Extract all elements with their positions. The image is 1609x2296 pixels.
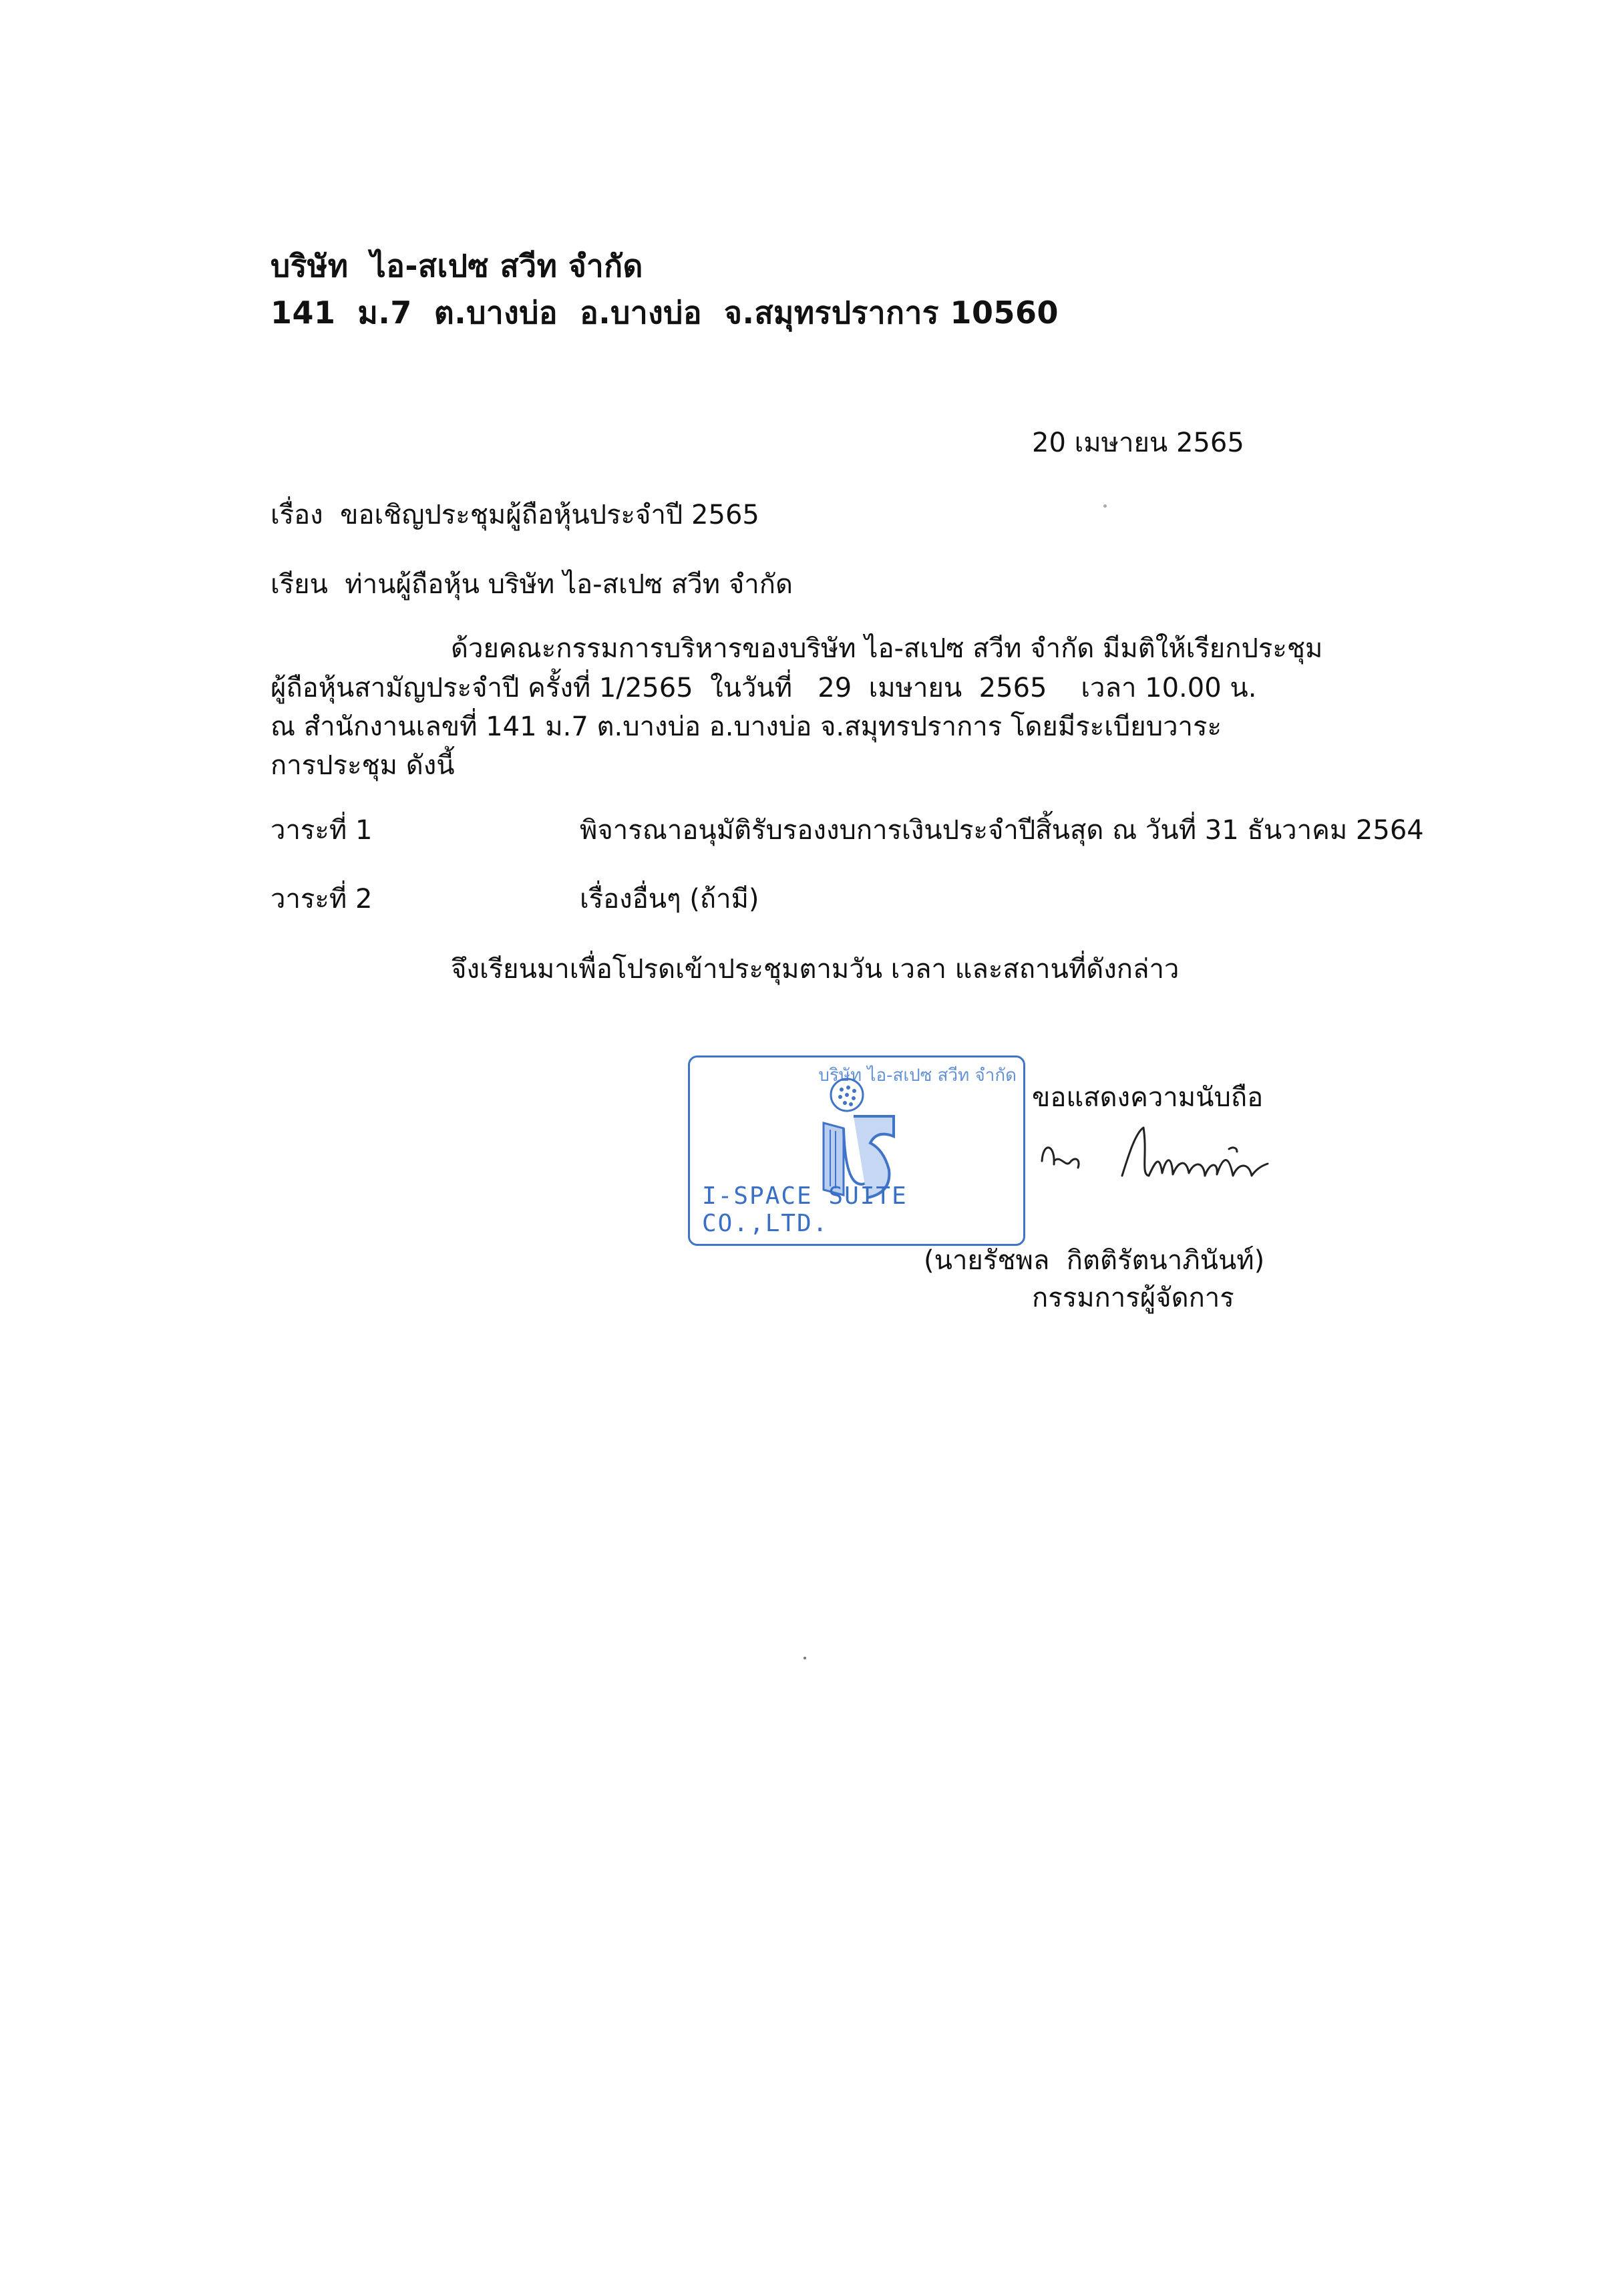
agenda-1-label: วาระที่ 1	[271, 815, 373, 846]
body-line-1: ด้วยคณะกรรมการบริหารของบริษัท ไอ-สเปซ สวีท จำกัด มีมติให้เรียกประชุม	[451, 633, 1323, 664]
signer-name: (นายรัชพล กิตติรัตนาภินันท์)	[924, 1245, 1265, 1276]
agenda-2-text: เรื่องอื่นๆ (ถ้ามี)	[580, 884, 759, 915]
stamp-thai-text: บริษัท ไอ-สเปซ สวีท จำกัด	[818, 1065, 1017, 1086]
company-address: 141 ม.7 ต.บางบ่อ อ.บางบ่อ จ.สมุทรปราการ 10560	[271, 295, 1059, 331]
signer-title: กรรมการผู้จัดการ	[1032, 1283, 1234, 1313]
body-line-3: ณ สำนักงานเลขที่ 141 ม.7 ต.บางบ่อ อ.บางบ่อ จ.สมุทรปราการ โดยมีระเบียบวาระ	[271, 711, 1222, 742]
agenda-1-text: พิจารณาอนุมัติรับรองงบการเงินประจำปีสิ้นสุด ณ วันที่ 31 ธันวาคม 2564	[580, 815, 1424, 846]
scan-speck	[803, 1657, 806, 1659]
regards-line: ขอแสดงความนับถือ	[1032, 1082, 1264, 1113]
company-stamp	[688, 1055, 1025, 1246]
company-name: บริษัท ไอ-สเปซ สวีท จำกัด	[271, 248, 643, 284]
subject-line: เรื่อง ขอเชิญประชุมผู้ถือหุ้นประจำปี 2565	[271, 500, 759, 530]
scan-speck	[1103, 504, 1107, 508]
closing-line: จึงเรียนมาเพื่อโปรดเข้าประชุมตามวัน เวลา และสถานที่ดังกล่าว	[451, 954, 1180, 985]
letter-date: 20 เมษายน 2565	[1032, 428, 1244, 458]
body-line-2: ผู้ถือหุ้นสามัญประจำปี ครั้งที่ 1/2565 ในวันที่ 29 เมษายน 2565 เวลา 10.00 น.	[271, 673, 1257, 703]
body-line-4: การประชุม ดังนี้	[271, 750, 455, 781]
salutation-line: เรียน ท่านผู้ถือหุ้น บริษัท ไอ-สเปซ สวีท จำกัด	[271, 569, 793, 600]
signature-mark	[1029, 1114, 1309, 1201]
stamp-english-text: I-SPACE SUITE CO.,LTD.	[702, 1182, 908, 1237]
agenda-2-label: วาระที่ 2	[271, 884, 373, 915]
